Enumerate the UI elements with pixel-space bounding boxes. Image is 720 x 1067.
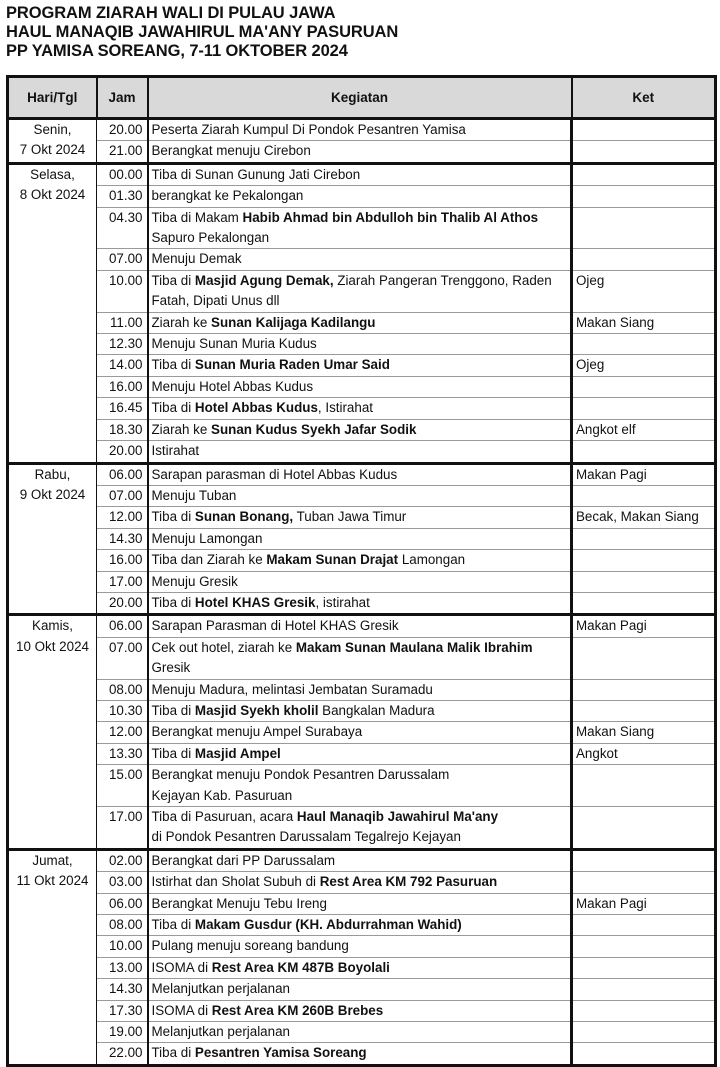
activity-cell [148, 872, 572, 893]
note-cell [572, 807, 716, 850]
note-cell [572, 700, 716, 721]
day-date: 10 Okt 2024 [16, 638, 89, 654]
activity-text: Berangkat menuju Pondok Pesantren Darussalam [151, 767, 450, 783]
time-cell: 04.30 [97, 207, 148, 249]
time-cell: 01.30 [97, 186, 148, 207]
table-row [8, 807, 716, 850]
note-cell [572, 485, 716, 506]
table-row [8, 915, 716, 936]
note-cell: Angkot elf [572, 419, 716, 440]
activity-text: ISOMA di [151, 1002, 212, 1018]
note-cell: Makan Siang [572, 722, 716, 743]
activity-highlight: Hotel KHAS Gresik [194, 594, 316, 610]
activity-text: Ziarah ke [151, 421, 212, 437]
activity-text: Istirhat dan Sholat Subuh di [151, 874, 320, 890]
header-row [8, 77, 716, 119]
time-cell: 06.00 [97, 463, 148, 485]
time-cell: 17.00 [97, 807, 148, 850]
time-cell: 14.30 [97, 979, 148, 1000]
activity-highlight: Rest Area KM 792 Pasuruan [319, 874, 498, 890]
note-cell [572, 1000, 716, 1021]
note-cell: Makan Pagi [572, 463, 716, 485]
time-cell: 10.30 [97, 700, 148, 721]
note-cell [572, 979, 716, 1000]
day-cell [8, 463, 97, 615]
time-cell: 13.00 [97, 957, 148, 978]
note-cell [572, 186, 716, 207]
activity-text: Gresik [151, 660, 191, 676]
time-cell: 06.00 [97, 615, 148, 637]
activity-cell [148, 141, 572, 163]
activity-text: Berangkat menuju Cirebon [151, 143, 311, 159]
activity-text: Menuju Demak [151, 251, 242, 267]
activity-highlight: Sunan Kalijaga Kadilangu [211, 314, 376, 330]
header-hari-tgl: Hari/Tgl [8, 77, 97, 119]
activity-cell [148, 571, 572, 592]
table-row [8, 571, 716, 592]
note-cell [572, 528, 716, 549]
activity-cell [148, 979, 572, 1000]
table-row [8, 679, 716, 700]
activity-text: Tiba dan Ziarah ke [151, 552, 267, 568]
time-cell: 11.00 [97, 312, 148, 333]
table-row [8, 463, 716, 485]
activity-cell [148, 249, 572, 270]
table-row [8, 592, 716, 614]
activity-text: Tiba di [151, 509, 195, 525]
time-cell: 10.00 [97, 936, 148, 957]
table-row [8, 207, 716, 249]
day-date: 8 Okt 2024 [19, 187, 86, 203]
table-row [8, 893, 716, 914]
note-cell [572, 376, 716, 397]
table-row [8, 441, 716, 463]
schedule-body [8, 119, 716, 1066]
time-cell: 14.00 [97, 355, 148, 376]
time-cell: 16.00 [97, 550, 148, 571]
day-date: 11 Okt 2024 [16, 873, 89, 889]
activity-highlight: Makam Gusdur (KH. Abdurrahman Wahid) [194, 917, 462, 933]
activity-text: , Istirahat [317, 400, 373, 416]
activity-text: Tiba di [151, 702, 195, 718]
activity-text: Fatah, Dipati Unus dll [151, 293, 280, 309]
time-cell: 06.00 [97, 893, 148, 914]
activity-text: Berangkat menuju Ampel Surabaya [151, 724, 363, 740]
activity-highlight: Makam Sunan Drajat [266, 552, 399, 568]
table-row [8, 615, 716, 637]
day-cell [8, 849, 97, 1065]
time-cell: 13.30 [97, 743, 148, 764]
activity-text: Tiba di [151, 745, 195, 761]
time-cell: 18.30 [97, 419, 148, 440]
table-row [8, 334, 716, 355]
activity-text: berangkat ke Pekalongan [151, 188, 304, 204]
activity-cell [148, 398, 572, 419]
activity-cell [148, 186, 572, 207]
title-line-3: PP YAMISA SOREANG, 7-11 OKTOBER 2024 [6, 42, 348, 60]
time-cell: 07.00 [97, 485, 148, 506]
activity-text: Sapuro Pekalongan [151, 230, 270, 246]
table-row [8, 485, 716, 506]
activity-cell [148, 550, 572, 571]
activity-cell [148, 441, 572, 463]
activity-highlight: Hotel Abbas Kudus [194, 400, 318, 416]
activity-cell [148, 355, 572, 376]
activity-text: Peserta Ziarah Kumpul Di Pondok Pesantren Yamisa [151, 122, 466, 137]
note-cell [572, 441, 716, 463]
table-row [8, 398, 716, 419]
activity-text: Berangkat dari PP Darussalam [151, 852, 336, 868]
activity-cell [148, 849, 572, 871]
note-cell [572, 1043, 716, 1065]
note-cell [572, 872, 716, 893]
activity-highlight: Sunan Bonang, [194, 509, 294, 525]
table-row [8, 765, 716, 807]
activity-text: Menuju Gresik [151, 573, 238, 589]
activity-text: ISOMA di [151, 959, 212, 975]
activity-cell [148, 765, 572, 807]
time-cell: 12.30 [97, 334, 148, 355]
table-row [8, 186, 716, 207]
time-cell: 00.00 [97, 163, 148, 185]
note-cell [572, 765, 716, 807]
time-cell: 22.00 [97, 1043, 148, 1065]
activity-text: Menuju Lamongan [151, 530, 263, 546]
activity-highlight: Rest Area KM 260B Brebes [211, 1002, 384, 1018]
activity-cell [148, 528, 572, 549]
time-cell: 07.00 [97, 637, 148, 679]
activity-cell [148, 957, 572, 978]
note-cell [572, 550, 716, 571]
note-cell: Makan Pagi [572, 893, 716, 914]
note-cell [572, 637, 716, 679]
activity-highlight: Haul Manaqib Jawahirul Ma'any [296, 809, 499, 824]
activity-text: Pulang menuju soreang bandung [151, 938, 349, 954]
activity-text: Tiba di Sunan Gunung Jati Cirebon [151, 166, 361, 182]
activity-text: Tiba di [151, 272, 195, 288]
activity-text: Ziarah Pangeran Trenggono, Raden [333, 272, 552, 288]
time-cell: 20.00 [97, 441, 148, 463]
note-cell [572, 1022, 716, 1043]
day-date: 7 Okt 2024 [19, 142, 86, 158]
table-row [8, 957, 716, 978]
activity-text: Menuju Madura, melintasi Jembatan Suramadu [151, 681, 433, 697]
table-row [8, 979, 716, 1000]
table-row [8, 550, 716, 571]
header-jam: Jam [97, 77, 148, 119]
table-row [8, 743, 716, 764]
activity-cell [148, 334, 572, 355]
activity-text: di Pondok Pesantren Darussalam Tegalrejo Kejayan [151, 829, 461, 845]
activity-text: Menuju Tuban [151, 487, 237, 503]
activity-text: Tiba di Pasuruan, acara [151, 809, 297, 824]
note-cell [572, 163, 716, 185]
note-cell [572, 936, 716, 957]
time-cell: 03.00 [97, 872, 148, 893]
activity-text: Tuban Jawa Timur [293, 509, 407, 525]
table-row [8, 119, 716, 141]
activity-highlight: Pesantren Yamisa Soreang [194, 1045, 367, 1061]
activity-cell [148, 376, 572, 397]
activity-text: Ziarah ke [151, 314, 212, 330]
day-name: Selasa, [30, 166, 75, 182]
activity-text: Tiba di [151, 917, 195, 933]
table-row [8, 141, 716, 163]
activity-text: Menuju Sunan Muria Kudus [151, 336, 317, 352]
table-row [8, 700, 716, 721]
activity-text: Sarapan parasman di Hotel Abbas Kudus [151, 466, 398, 482]
header-kegiatan: Kegiatan [148, 77, 572, 119]
time-cell: 21.00 [97, 141, 148, 163]
activity-text: , istirahat [315, 594, 370, 610]
note-cell [572, 679, 716, 700]
activity-cell [148, 592, 572, 614]
note-cell: Ojeg [572, 270, 716, 312]
time-cell: 15.00 [97, 765, 148, 807]
note-cell [572, 119, 716, 141]
time-cell: 16.00 [97, 376, 148, 397]
activity-text: Sarapan Parasman di Hotel KHAS Gresik [151, 618, 399, 634]
table-row [8, 249, 716, 270]
table-row [8, 163, 716, 185]
activity-text: Istirahat [151, 443, 200, 459]
day-name: Kamis, [32, 618, 73, 634]
activity-text: Berangkat Menuju Tebu Ireng [151, 895, 327, 911]
note-cell [572, 592, 716, 614]
activity-text: Tiba di [151, 1045, 195, 1061]
time-cell: 19.00 [97, 1022, 148, 1043]
day-cell [8, 615, 97, 849]
note-cell [572, 849, 716, 871]
activity-cell [148, 679, 572, 700]
time-cell: 08.00 [97, 679, 148, 700]
activity-text: Menuju Hotel Abbas Kudus [151, 378, 314, 394]
time-cell: 17.30 [97, 1000, 148, 1021]
table-row [8, 312, 716, 333]
activity-highlight: Rest Area KM 487B Boyolali [211, 959, 390, 975]
table-row [8, 872, 716, 893]
activity-text: Melanjutkan perjalanan [151, 1024, 290, 1040]
time-cell: 07.00 [97, 249, 148, 270]
time-cell: 12.00 [97, 722, 148, 743]
note-cell: Becak, Makan Siang [572, 507, 716, 528]
note-cell: Makan Pagi [572, 615, 716, 637]
day-name: Rabu, [34, 466, 71, 482]
day-name: Jumat, [32, 852, 73, 868]
table-row [8, 419, 716, 440]
activity-highlight: Makam Sunan Maulana Malik Ibrahim [295, 639, 533, 655]
time-cell: 14.30 [97, 528, 148, 549]
activity-cell [148, 463, 572, 485]
note-cell [572, 398, 716, 419]
table-row [8, 722, 716, 743]
activity-cell [148, 119, 572, 141]
document-title [6, 4, 398, 61]
activity-cell [148, 615, 572, 637]
table-row [8, 637, 716, 679]
note-cell: Ojeg [572, 355, 716, 376]
day-date: 9 Okt 2024 [19, 486, 86, 502]
activity-cell [148, 1043, 572, 1065]
note-cell: Makan Siang [572, 312, 716, 333]
table-row [8, 528, 716, 549]
header-ket: Ket [572, 77, 716, 119]
activity-text: Tiba di [151, 400, 195, 416]
activity-highlight: Habib Ahmad bin Abdulloh bin Thalib Al Athos [242, 209, 539, 225]
activity-text: Melanjutkan perjalanan [151, 981, 290, 997]
note-cell [572, 915, 716, 936]
activity-cell [148, 163, 572, 185]
activity-highlight: Sunan Kudus Syekh Jafar Sodik [211, 421, 417, 437]
table-row [8, 1043, 716, 1065]
time-cell: 20.00 [97, 119, 148, 141]
table-row [8, 849, 716, 871]
activity-cell [148, 419, 572, 440]
activity-cell [148, 1000, 572, 1021]
activity-text: Tiba di Makam [151, 209, 243, 225]
table-row [8, 376, 716, 397]
note-cell [572, 571, 716, 592]
activity-text: Cek out hotel, ziarah ke [151, 639, 296, 655]
activity-cell [148, 700, 572, 721]
activity-highlight: Sunan Muria Raden Umar Said [194, 357, 390, 373]
table-row [8, 1022, 716, 1043]
activity-text: Bangkalan Madura [318, 702, 435, 718]
activity-cell [148, 637, 572, 679]
activity-cell [148, 807, 572, 850]
title-line-2: HAUL MANAQIB JAWAHIRUL MA'ANY PASURUAN [6, 23, 399, 41]
note-cell: Angkot [572, 743, 716, 764]
activity-highlight: Masjid Syekh kholil [194, 702, 319, 718]
day-cell [8, 163, 97, 463]
activity-text: Tiba di [151, 357, 195, 373]
activity-text: Tiba di [151, 594, 195, 610]
note-cell [572, 141, 716, 163]
table-row [8, 355, 716, 376]
day-name: Senin, [33, 122, 72, 137]
day-cell [8, 119, 97, 164]
table-row [8, 270, 716, 312]
activity-cell [148, 507, 572, 528]
activity-highlight: Masjid Ampel [194, 745, 281, 761]
activity-cell [148, 893, 572, 914]
time-cell: 12.00 [97, 507, 148, 528]
time-cell: 08.00 [97, 915, 148, 936]
activity-cell [148, 1022, 572, 1043]
title-line-1: PROGRAM ZIARAH WALI DI PULAU JAWA [6, 4, 336, 22]
time-cell: 10.00 [97, 270, 148, 312]
activity-cell [148, 270, 572, 312]
activity-cell [148, 485, 572, 506]
time-cell: 17.00 [97, 571, 148, 592]
note-cell [572, 957, 716, 978]
time-cell: 16.45 [97, 398, 148, 419]
activity-cell [148, 915, 572, 936]
activity-cell [148, 722, 572, 743]
table-row [8, 936, 716, 957]
activity-cell [148, 743, 572, 764]
schedule-table [6, 75, 717, 1067]
activity-text: Lamongan [398, 552, 466, 568]
time-cell: 20.00 [97, 592, 148, 614]
activity-cell [148, 936, 572, 957]
time-cell: 02.00 [97, 849, 148, 871]
table-row [8, 1000, 716, 1021]
table-row [8, 507, 716, 528]
activity-cell [148, 207, 572, 249]
activity-cell [148, 312, 572, 333]
note-cell [572, 207, 716, 249]
note-cell [572, 334, 716, 355]
note-cell [572, 249, 716, 270]
activity-highlight: Masjid Agung Demak, [194, 272, 334, 288]
activity-text: Kejayan Kab. Pasuruan [151, 787, 293, 803]
